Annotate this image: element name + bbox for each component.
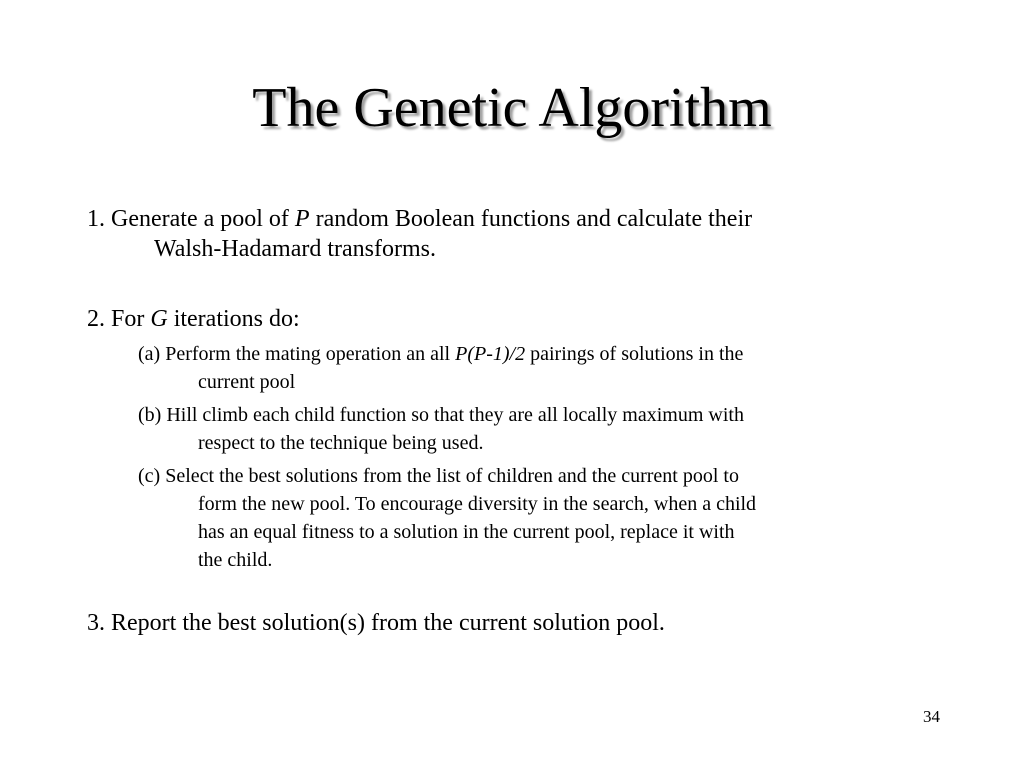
substep-c-line-4: the child. <box>198 549 273 571</box>
substep-c-line-3: has an equal fitness to a solution in the current pool, replace it with <box>198 521 735 543</box>
substep-a-text-post: pairings of solutions in the <box>525 343 744 365</box>
substep-c-line-1: (c) Select the best solutions from the list of children and the current pool to <box>138 465 739 487</box>
step-1-text-pre: 1. Generate a pool of <box>87 206 295 232</box>
substep-b-line-2: respect to the technique being used. <box>198 432 484 454</box>
substep-c <box>138 462 756 574</box>
substep-a-formula: P(P-1)/2 <box>455 343 526 365</box>
step-3 <box>87 608 665 638</box>
substep-b-line-1: (b) Hill climb each child function so that they are all locally maximum with <box>138 404 744 426</box>
substep-a <box>138 340 743 396</box>
page-number: 34 <box>923 707 940 726</box>
step-1 <box>87 204 752 264</box>
step-2-text-pre: 2. For <box>87 306 151 332</box>
substep-c-line-2: form the new pool. To encourage diversity in the search, when a child <box>198 493 757 515</box>
step-2 <box>87 304 300 334</box>
substep-a-text-pre: (a) Perform the mating operation an all <box>138 343 456 365</box>
step-1-variable: P <box>294 206 310 232</box>
substep-a-line-2: current pool <box>198 371 296 393</box>
step-2-variable: G <box>150 306 168 332</box>
slide-title: The Genetic Algorithm <box>252 77 772 139</box>
step-1-line-2: Walsh-Hadamard transforms. <box>154 236 436 262</box>
substep-b <box>138 401 744 457</box>
step-2-text-post: iterations do: <box>167 306 300 332</box>
step-1-line-1 <box>87 204 752 234</box>
substep-a-line-1 <box>138 340 743 368</box>
step-2-line-1 <box>87 304 300 334</box>
step-3-line-1: 3. Report the best solution(s) from the current solution pool. <box>87 610 665 636</box>
step-1-text-post: random Boolean functions and calculate their <box>309 206 753 232</box>
